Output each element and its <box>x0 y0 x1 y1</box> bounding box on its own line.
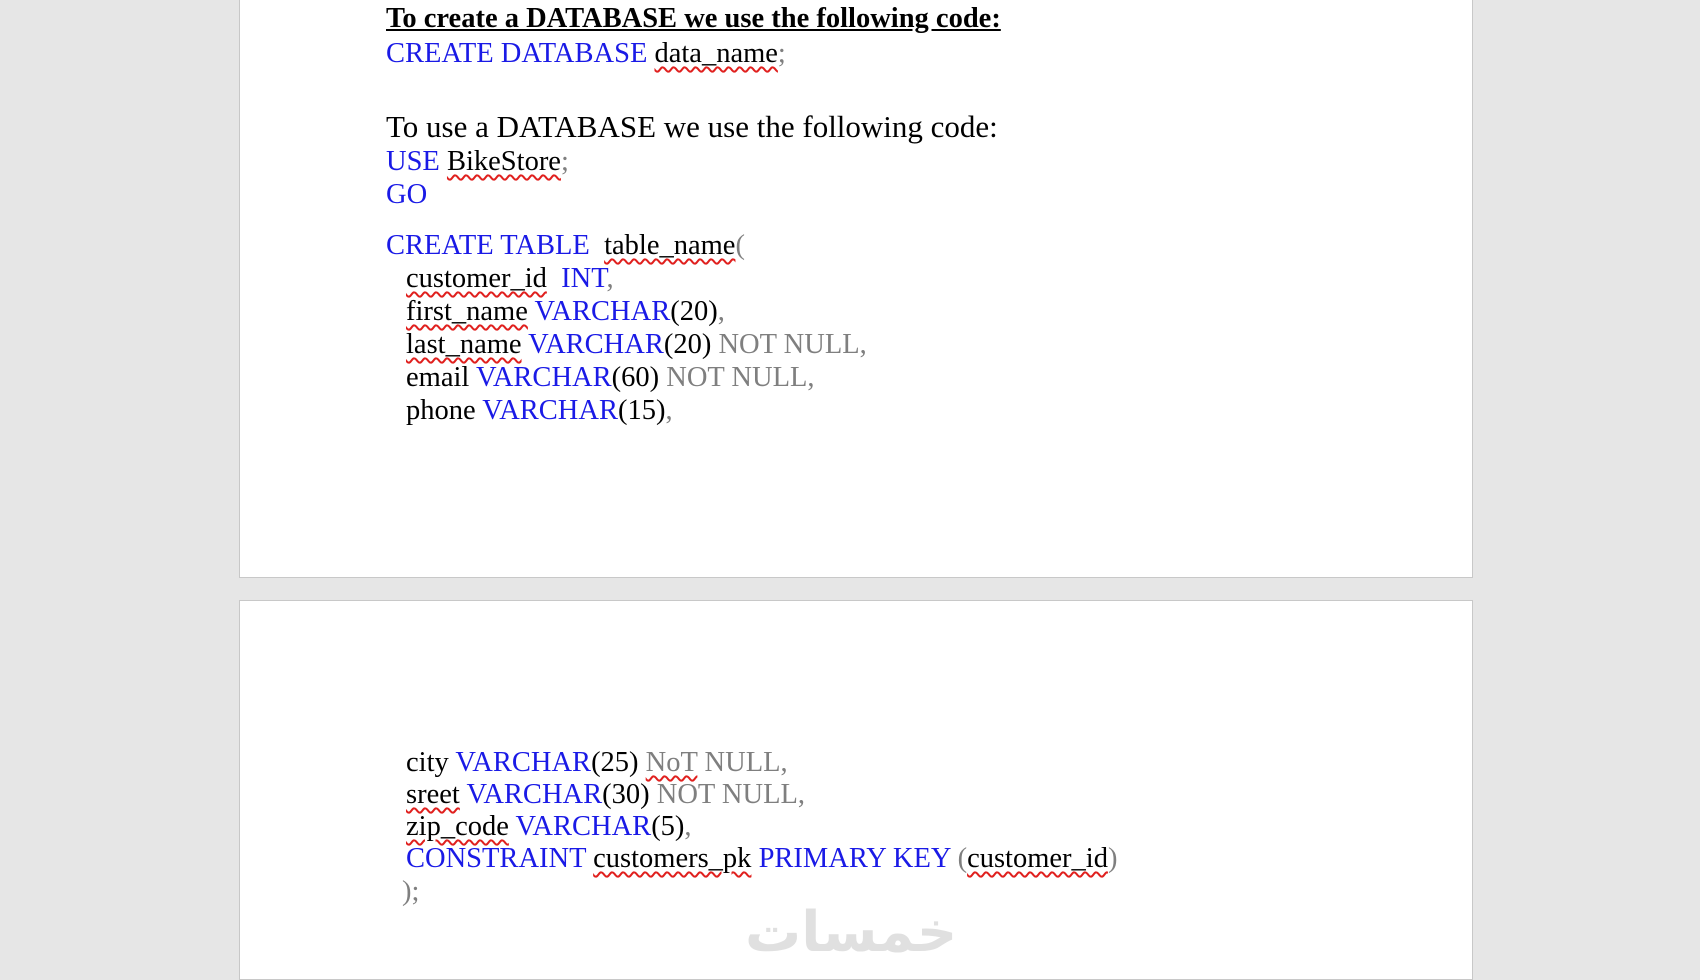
column-row-phone <box>406 394 673 428</box>
document-page-1 <box>239 0 1473 578</box>
database-name: data_name <box>654 38 778 69</box>
comma: , <box>797 779 806 810</box>
column-constraint: NOT NULL <box>656 779 798 810</box>
column-name: first_name <box>406 296 528 327</box>
comma: , <box>665 395 673 426</box>
heading-create-database: To create a DATABASE we use the following code: <box>386 3 1001 34</box>
comma: , <box>717 296 725 327</box>
table-name: table_name <box>604 230 736 261</box>
column-name: sreet <box>406 779 460 810</box>
comma: , <box>684 811 692 842</box>
closing-paren: ); <box>402 876 420 907</box>
semicolon: ; <box>560 146 569 177</box>
use-database-description: To use a DATABASE we use the following code: <box>386 109 998 144</box>
column-row-sreet <box>406 778 805 812</box>
column-row-first-name <box>406 295 725 329</box>
column-args: (60) <box>611 362 660 393</box>
column-args: (30) <box>602 779 650 810</box>
column-args: (25) <box>591 747 639 778</box>
column-constraint-not: NoT <box>645 747 698 778</box>
create-database-statement <box>386 37 786 71</box>
primary-key-keyword: PRIMARY KEY <box>758 843 951 874</box>
comma: , <box>780 747 788 778</box>
open-paren: ( <box>735 230 745 261</box>
column-type: VARCHAR <box>466 779 603 810</box>
column-type: VARCHAR <box>528 329 664 360</box>
column-type: INT <box>561 263 607 294</box>
constraint-keyword: CONSTRAINT <box>406 843 586 874</box>
column-args: (5) <box>651 811 685 842</box>
comma: , <box>859 329 867 360</box>
comma: , <box>807 362 815 393</box>
column-constraint-null: NULL <box>704 747 781 778</box>
constraint-name: customers_pk <box>593 843 752 874</box>
column-name: customer_id <box>406 263 547 294</box>
comma: , <box>606 263 614 294</box>
column-constraint: NOT NULL <box>666 362 808 393</box>
column-row-email <box>406 361 815 395</box>
column-row-city <box>406 746 788 780</box>
column-name: last_name <box>406 329 522 360</box>
create-table-keyword: CREATE TABLE <box>386 230 590 261</box>
column-name: email <box>406 362 470 393</box>
column-constraint: NOT NULL <box>718 329 860 360</box>
column-type: VARCHAR <box>515 811 652 842</box>
column-args: (20) <box>670 296 718 327</box>
column-name: phone <box>406 395 476 426</box>
semicolon: ; <box>777 38 786 69</box>
column-type: VARCHAR <box>482 395 618 426</box>
column-row-zip-code <box>406 810 692 844</box>
column-type: VARCHAR <box>455 747 592 778</box>
column-row-last-name <box>406 328 867 362</box>
go-keyword: GO <box>386 179 428 210</box>
constraint-column: customer_id <box>967 843 1108 874</box>
column-type: VARCHAR <box>475 362 612 393</box>
constraint-line: CONSTRAINT customers_pk PRIMARY KEY (customer_id) <box>406 843 1118 874</box>
use-keyword: USE <box>386 146 440 177</box>
column-args: (15) <box>617 395 666 426</box>
create-table-statement <box>386 229 745 263</box>
column-name: zip_code <box>406 811 509 842</box>
column-row-customer-id <box>406 262 614 296</box>
use-statement <box>386 145 569 179</box>
create-database-keyword: CREATE DATABASE <box>386 38 648 69</box>
column-type: VARCHAR <box>534 296 671 327</box>
bikestore-name: BikeStore <box>446 146 561 177</box>
watermark-logo: خمسات <box>745 900 958 965</box>
column-args: (20) <box>663 329 712 360</box>
column-name: city <box>406 747 449 778</box>
